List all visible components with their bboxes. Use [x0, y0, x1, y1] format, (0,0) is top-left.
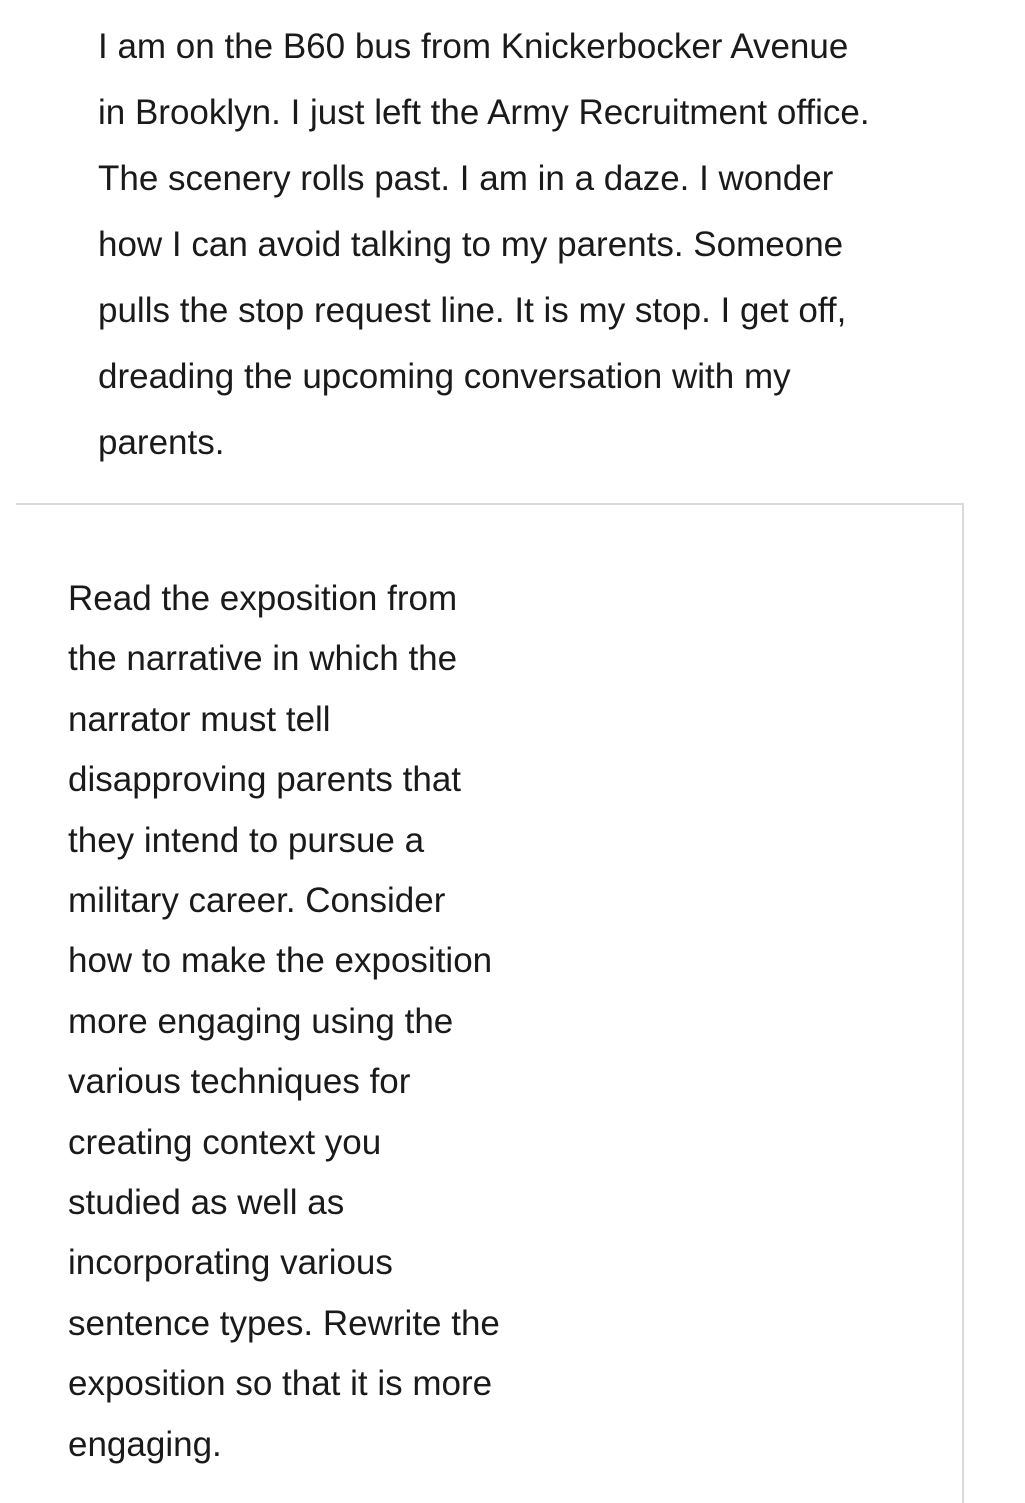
passage-line: pulls the stop request line. It is my stop. I get off, [98, 291, 847, 330]
question-card [16, 503, 964, 1503]
prompt-line: more engaging using the [68, 1001, 454, 1041]
prompt-line: Read the exposition from [68, 579, 458, 618]
prompt-line: incorporating various [68, 1243, 393, 1283]
prompt-line: studied as well as [68, 1183, 345, 1223]
question-prompt [68, 569, 628, 1475]
prompt-line: creating context you [68, 1122, 382, 1162]
prompt-line: various techniques for [68, 1062, 411, 1102]
passage-line: how I can avoid talking to my parents. Someone [98, 225, 844, 264]
prompt-line: narrator must tell [68, 699, 331, 739]
prompt-line: exposition so that it is more [68, 1364, 493, 1404]
passage-line: parents. [98, 423, 225, 462]
prompt-line: disapproving parents that [68, 760, 462, 800]
prompt-line: the narrative in which the [68, 639, 458, 679]
prompt-line: engaging. [68, 1424, 222, 1464]
prompt-line: sentence types. Rewrite the [68, 1303, 500, 1343]
prompt-line: how to make the exposition [68, 941, 493, 981]
passage-line: dreading the upcoming conversation with my [98, 357, 791, 396]
passage-line: I am on the B60 bus from Knickerbocker Avenue [98, 27, 849, 66]
prompt-line: they intend to pursue a [68, 820, 425, 860]
passage-text [98, 14, 1018, 476]
passage-line: The scenery rolls past. I am in a daze. I wonder [98, 159, 834, 198]
passage-line: in Brooklyn. I just left the Army Recruitment office. [98, 93, 870, 132]
prompt-line: military career. Consider [68, 881, 446, 921]
